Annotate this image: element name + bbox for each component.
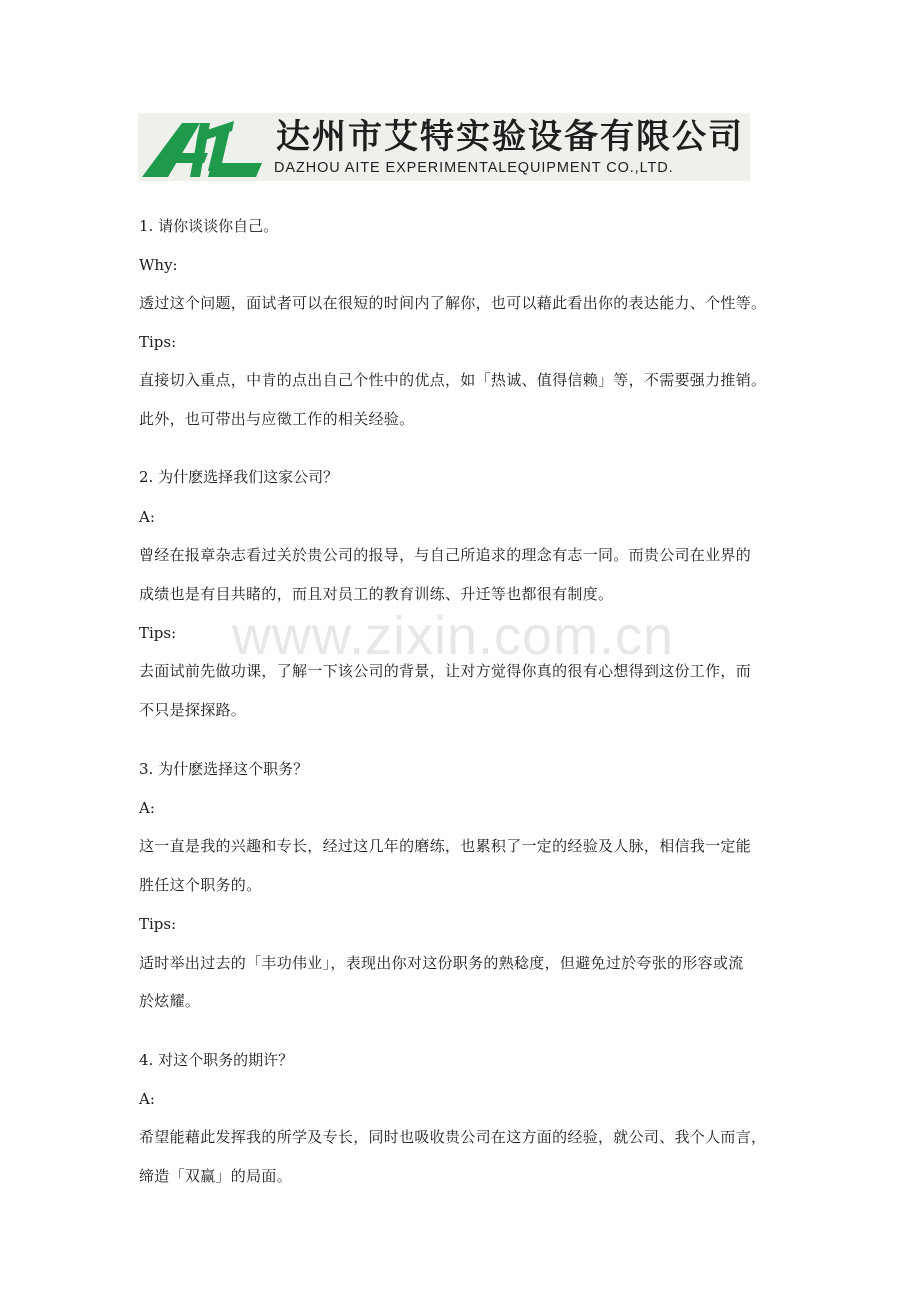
label-why: Why: <box>139 256 178 274</box>
question-2: 2. 为什麽选择我们这家公司？ <box>139 468 339 486</box>
company-banner <box>138 113 750 181</box>
label-a-4: A: <box>139 1090 155 1108</box>
answer-4-line-2: 缔造「双赢」的局面。 <box>139 1167 293 1185</box>
company-logo-icon <box>138 113 264 181</box>
label-tips-3: Tips: <box>139 915 177 933</box>
label-tips-1: Tips: <box>139 333 177 351</box>
question-1: 1. 请你谈谈你自己。 <box>139 217 279 235</box>
company-name-chinese: 达州市艾特实验设备有限公司 <box>276 117 744 157</box>
label-a-2: A: <box>139 508 155 526</box>
answer-1-line-1: 透过这个问题，面试者可以在很短的时间内了解你，也可以藉此看出你的表达能力、个性等。 <box>139 294 767 312</box>
tip-2-line-2: 不只是探探路。 <box>139 701 247 719</box>
watermark: www.zixin.com.cn <box>232 606 675 666</box>
tip-1-line-1: 直接切入重点，中肯的点出自己个性中的优点，如「热诚、值得信赖」等，不需要强力推销。 <box>139 371 767 389</box>
company-name-english: DAZHOU AITE EXPERIMENTALEQUIPMENT CO.,LTD. <box>274 160 674 176</box>
label-tips-2: Tips: <box>139 624 177 642</box>
label-a-3: A: <box>139 799 155 817</box>
answer-2-line-1: 曾经在报章杂志看过关於贵公司的报导，与自己所追求的理念有志一同。而贵公司在业界的 <box>139 546 752 564</box>
answer-2-line-2: 成绩也是有目共睹的，而且对员工的教育训练、升迁等也都很有制度。 <box>139 585 614 603</box>
tip-2-line-1: 去面试前先做功课，了解一下该公司的背景，让对方觉得你真的很有心想得到这份工作，而 <box>139 662 752 680</box>
tip-3-line-1: 适时举出过去的「丰功伟业」，表现出你对这份职务的熟稔度，但避免过於夸张的形容或流 <box>139 954 744 972</box>
tip-1-line-2: 此外，也可带出与应徵工作的相关经验。 <box>139 410 415 428</box>
answer-4-line-1: 希望能藉此发挥我的所学及专长，同时也吸收贵公司在这方面的经验，就公司、我个人而言， <box>139 1128 767 1146</box>
tip-3-line-2: 於炫耀。 <box>139 992 201 1010</box>
answer-3-line-1: 这一直是我的兴趣和专长，经过这几年的磨练，也累积了一定的经验及人脉，相信我一定能 <box>139 837 752 855</box>
question-3: 3. 为什麽选择这个职务？ <box>139 760 309 778</box>
answer-3-line-2: 胜任这个职务的。 <box>139 876 262 894</box>
question-4: 4. 对这个职务的期许？ <box>139 1051 294 1069</box>
